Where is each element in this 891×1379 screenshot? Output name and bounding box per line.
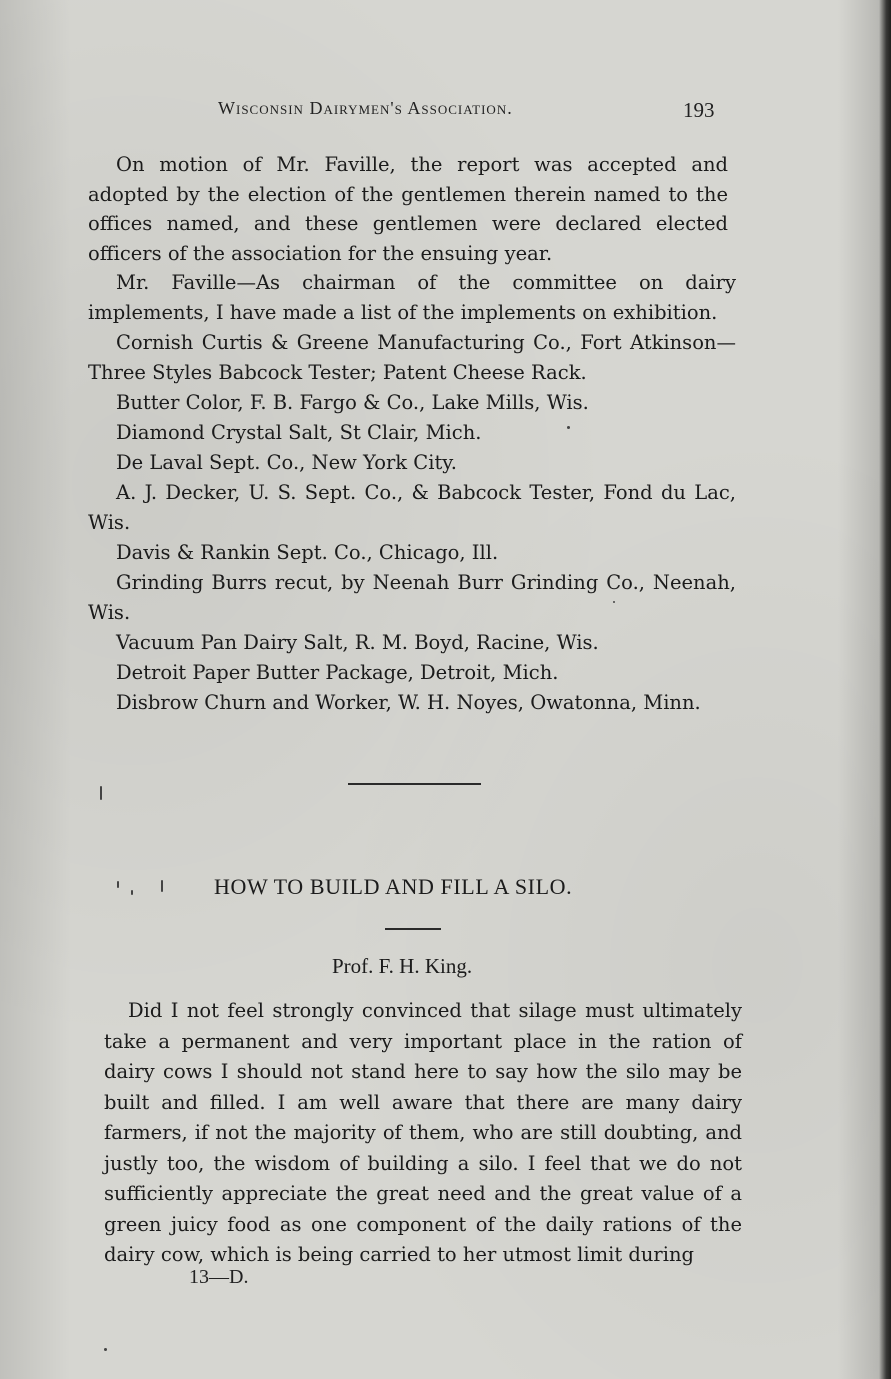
- ink-speck: [567, 426, 570, 429]
- ink-speck: [117, 881, 119, 888]
- ink-speck: [104, 1348, 107, 1351]
- list-item: Butter Color, F. B. Fargo & Co., Lake Mills, Wis.: [116, 391, 589, 414]
- list-item: Vacuum Pan Dairy Salt, R. M. Boyd, Racine, Wis.: [116, 631, 599, 654]
- page-number: 193: [683, 98, 715, 122]
- list-item: Grinding Burrs recut, by Neenah Burr Grinding Co., Neenah, Wis.: [88, 571, 736, 624]
- list-item: Cornish Curtis & Greene Manufacturing Co., Fort Atkinson—Three Styles Babcock Tester; Patent Cheese Rack.: [88, 331, 736, 384]
- silo-paragraph: Did I not feel strongly convinced that silage must ultimately take a permanent and very important place in the ration of dairy cows I should not stand here to say how the silo may be built and filled. I am well aware that there are many dairy farmers, if not the majority of them, who are still doubting, and justly too, the wisdom of building a silo. I feel that we do not sufficiently appreciate the great need and the great value of a green juicy food as one component of the daily rations of the dairy cow, which is being carried to her utmost limit during: [104, 999, 742, 1266]
- intro-block: [88, 150, 728, 268]
- implements-list: [88, 268, 736, 718]
- ink-speck: [613, 601, 615, 603]
- list-item: Disbrow Churn and Worker, W. H. Noyes, Owatonna, Minn.: [116, 691, 701, 714]
- author-byline: Prof. F. H. King.: [332, 954, 473, 978]
- list-item: De Laval Sept. Co., New York City.: [116, 451, 457, 474]
- list-item: Mr. Faville—As chairman of the committee on dairy implements, I have made a list of the implements on exhibition.: [88, 271, 736, 324]
- signature-mark: 13—D.: [189, 1266, 249, 1288]
- ink-speck: [161, 880, 163, 892]
- list-item: A. J. Decker, U. S. Sept. Co., & Babcock Tester, Fond du Lac, Wis.: [88, 481, 736, 534]
- intro-paragraph: On motion of Mr. Faville, the report was accepted and adopted by the election of the gentlemen therein named to the offices named, and these gentlemen were declared elected officers of the association for the ensuing year.: [88, 153, 728, 265]
- running-head: Wisconsin Dairymen's Association.: [218, 98, 513, 118]
- section-title: HOW TO BUILD AND FILL A SILO.: [214, 874, 573, 899]
- list-item: Davis & Rankin Sept. Co., Chicago, Ill.: [116, 541, 499, 564]
- list-item: Detroit Paper Butter Package, Detroit, Mich.: [116, 661, 559, 684]
- list-item: Diamond Crystal Salt, St Clair, Mich.: [116, 421, 482, 444]
- title-underline: [385, 928, 441, 930]
- ink-speck: [100, 786, 102, 800]
- page-edge-shadow: [879, 0, 891, 1379]
- section-divider: [348, 783, 481, 785]
- ink-speck: [131, 890, 133, 895]
